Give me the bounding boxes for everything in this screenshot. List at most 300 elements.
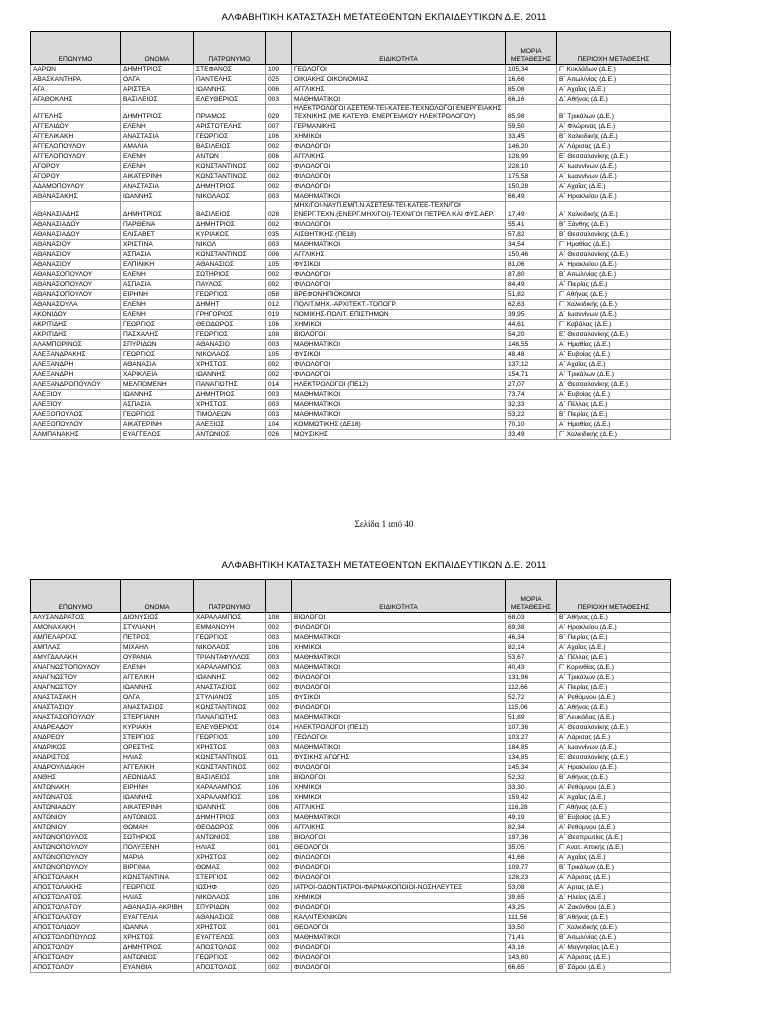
cell-points: 131,96 (506, 673, 557, 683)
table-row (31, 329, 671, 339)
cell-points: 175,58 (506, 172, 557, 182)
cell-points: 52,72 (506, 693, 557, 703)
cell-surname: ΑΛΥΣΑΝΔΡΑΤΟΣ (31, 613, 121, 623)
cell-points: 154,71 (506, 369, 557, 379)
cell-name: ΕΥΑΓΓΕΛΙΑ (121, 913, 194, 923)
cell-specialty: ΦΙΛΟΛΟΓΟΙ (292, 279, 506, 289)
cell-code: 001 (266, 843, 292, 853)
table-row (31, 853, 671, 863)
table-row (31, 389, 671, 399)
cell-specialty: ΜΑΘΗΜΑΤΙΚΟΙ (292, 409, 506, 419)
cell-patronymic: ΣΤΥΛΙΑΝΟΣ (194, 693, 266, 703)
cell-points: 145,34 (506, 763, 557, 773)
page-footer: Σελίδα 1 από 40 (354, 519, 414, 529)
cell-name: ΑΣΠΑΣΙΑ (121, 399, 194, 409)
cell-region: Α΄ Ημαθίας (Δ.Ε.) (557, 419, 671, 429)
cell-surname: ΑΛΕΞΟΠΟΥΛΟΣ (31, 409, 121, 419)
cell-surname: ΑΝΔΡΙΚΟΣ (31, 743, 121, 753)
cell-points: 66,16 (506, 95, 557, 105)
cell-patronymic: ΗΛΙΑΣ (194, 843, 266, 853)
table-row (31, 95, 671, 105)
cell-points: 111,56 (506, 913, 557, 923)
cell-specialty: ΦΙΛΟΛΟΓΟΙ (292, 763, 506, 773)
table-row (31, 105, 671, 122)
cell-points: 82,34 (506, 823, 557, 833)
cell-name: ΜΙΧΑΗΛ (121, 643, 194, 653)
cell-patronymic: ΙΩΣΗΦ (194, 883, 266, 893)
table-row (31, 299, 671, 309)
table-row (31, 359, 671, 369)
cell-name: ΟΛΓΑ (121, 75, 194, 85)
cell-code: 014 (266, 723, 292, 733)
cell-name: ΒΑΣΙΛΕΙΟΣ (121, 95, 194, 105)
cell-name: ΓΕΩΡΓΙΟΣ (121, 409, 194, 419)
cell-specialty: ΦΙΛΟΛΟΓΟΙ (292, 369, 506, 379)
cell-points: 55,41 (506, 219, 557, 229)
cell-region: Δ΄ Αθήνας (Δ.Ε.) (557, 95, 671, 105)
cell-surname: ΑΘΑΝΑΣΟΠΟΥΛΟΥ (31, 289, 121, 299)
table-row (31, 192, 671, 202)
table-row (31, 172, 671, 182)
cell-name: ΠΟΛΥΞΕΝΗ (121, 843, 194, 853)
table-row (31, 683, 671, 693)
table-row (31, 219, 671, 229)
cell-region: Γ΄ Αθήνας (Δ.Ε.) (557, 803, 671, 813)
cell-code: 002 (266, 943, 292, 953)
cell-patronymic: ΕΥΑΓΓΕΛΟΣ (194, 933, 266, 943)
header-points: ΜΟΡΙΑ ΜΕΤΑΘΕΣΗΣ (506, 32, 557, 65)
cell-surname: ΑΝΤΩΝΙΟΥ (31, 823, 121, 833)
cell-specialty: ΦΙΛΟΛΟΓΟΙ (292, 683, 506, 693)
cell-code: 002 (266, 863, 292, 873)
cell-specialty: ΧΗΜΙΚΟΙ (292, 793, 506, 803)
cell-specialty: ΜΑΘΗΜΑΤΙΚΟΙ (292, 653, 506, 663)
cell-points: 17,49 (506, 202, 557, 219)
cell-code: 025 (266, 75, 292, 85)
cell-specialty: ΦΙΛΟΛΟΓΟΙ (292, 963, 506, 973)
cell-name: ΟΥΡΑΝΙΑ (121, 653, 194, 663)
cell-points: 71,41 (506, 933, 557, 943)
header-region: ΠΕΡΙΟΧΗ ΜΕΤΑΘΕΣΗΣ (557, 32, 671, 65)
table-row (31, 309, 671, 319)
cell-region: Δ΄ Αθήνας (Δ.Ε.) (557, 703, 671, 713)
cell-points: 103,27 (506, 733, 557, 743)
cell-patronymic: ΑΝΑΣΤΑΣΙΟΣ (194, 683, 266, 693)
cell-points: 53,08 (506, 883, 557, 893)
cell-code: 002 (266, 162, 292, 172)
cell-surname: ΑΝΤΩΝΙΑΔΟΥ (31, 803, 121, 813)
cell-patronymic: ΕΜΜΑΝΟΥΗ (194, 623, 266, 633)
cell-points: 73,74 (506, 389, 557, 399)
cell-surname: ΑΚΡΙΤΙΔΗΣ (31, 329, 121, 339)
cell-surname: ΑΝΔΡΟΥΛΙΔΑΚΗ (31, 763, 121, 773)
cell-specialty: ΓΕΡΜΑΝΙΚΗΣ (292, 122, 506, 132)
cell-points: 66,49 (506, 192, 557, 202)
cell-region: Β΄ Πιερίας (Δ.Ε.) (557, 409, 671, 419)
cell-code: 028 (266, 202, 292, 219)
cell-name: ΕΛΕΝΗ (121, 269, 194, 279)
cell-specialty: ΦΙΛΟΛΟΓΟΙ (292, 863, 506, 873)
cell-name: ΧΡΙΣΤΙΝΑ (121, 239, 194, 249)
cell-code: 003 (266, 653, 292, 663)
cell-region: Δ΄ Πέλλας (Δ.Ε.) (557, 399, 671, 409)
header-specialty: ΕΙΔΙΚΟΤΗΤΑ (292, 32, 506, 65)
cell-region: Β΄ Ευβοίας (Δ.Ε.) (557, 813, 671, 823)
table-row (31, 843, 671, 853)
cell-specialty: ΦΙΛΟΛΟΓΟΙ (292, 172, 506, 182)
cell-region: Α΄ Ευβοίας (Δ.Ε.) (557, 349, 671, 359)
table-row (31, 913, 671, 923)
table-header-row (31, 32, 671, 65)
cell-specialty: ΜΑΘΗΜΑΤΙΚΟΙ (292, 663, 506, 673)
transfers-table (30, 31, 671, 440)
cell-name: ΧΑΡΙΚΛΕΙΑ (121, 369, 194, 379)
cell-points: 70,10 (506, 419, 557, 429)
cell-name: ΕΛΕΝΗ (121, 299, 194, 309)
cell-points: 49,19 (506, 813, 557, 823)
cell-specialty: ΜΑΘΗΜΑΤΙΚΟΙ (292, 813, 506, 823)
cell-points: 109,77 (506, 863, 557, 873)
cell-points: 107,36 (506, 723, 557, 733)
page-title: ΑΛΦΑΒΗΤΙΚΗ ΚΑΤΑΣΤΑΣΗ ΜΕΤΑΤΕΘΕΝΤΩΝ ΕΚΠΑΙΔΕΥΤΙΚΩΝ Δ.Ε. 2011 (221, 560, 547, 571)
cell-region: Β΄ Αθήνας (Δ.Ε.) (557, 613, 671, 623)
cell-region: Δ΄ Ιωαννίνων (Δ.Ε.) (557, 309, 671, 319)
cell-patronymic: ΘΩΜΑΣ (194, 863, 266, 873)
cell-patronymic: ΓΕΩΡΓΙΟΣ (194, 953, 266, 963)
cell-code: 105 (266, 693, 292, 703)
cell-name: ΕΙΡΗΝΗ (121, 783, 194, 793)
cell-region: Β΄ Θεσσαλονίκης (Δ.Ε.) (557, 229, 671, 239)
cell-surname: ΑΘΑΝΑΣΙΟΥ (31, 249, 121, 259)
cell-specialty: ΓΕΩΛΟΓΟΙ (292, 733, 506, 743)
cell-patronymic: ΚΩΝΣΤΑΝΤΙΝΟΣ (194, 703, 266, 713)
table-row (31, 633, 671, 643)
cell-patronymic: ΧΡΗΣΤΟΣ (194, 923, 266, 933)
cell-points: 112,66 (506, 683, 557, 693)
cell-code: 106 (266, 793, 292, 803)
cell-patronymic: ΓΕΩΡΓΙΟΣ (194, 289, 266, 299)
cell-points: 33,30 (506, 783, 557, 793)
cell-surname: ΑΓΟΡΟΥ (31, 172, 121, 182)
cell-code: 012 (266, 299, 292, 309)
cell-code: 003 (266, 813, 292, 823)
cell-surname: ΑΠΟΣΤΟΛΟΠΟΥΛΟΣ (31, 933, 121, 943)
cell-patronymic: ΙΩΑΝΝΗΣ (194, 85, 266, 95)
cell-name: ΣΠΥΡΙΔΩΝ (121, 339, 194, 349)
cell-patronymic: ΠΑΥΛΟΣ (194, 279, 266, 289)
cell-points: 53,22 (506, 409, 557, 419)
cell-code: 006 (266, 249, 292, 259)
cell-name: ΣΤΕΡΓΙΟΣ (121, 733, 194, 743)
cell-region: Δ΄ Πέλλας (Δ.Ε.) (557, 653, 671, 663)
cell-specialty: ΜΑΘΗΜΑΤΙΚΟΙ (292, 933, 506, 943)
cell-patronymic: ΔΗΜΗΤΡΙΟΣ (194, 813, 266, 823)
cell-name: ΙΩΑΝΝΗΣ (121, 683, 194, 693)
cell-region: Α΄ Αχαΐας (Δ.Ε.) (557, 643, 671, 653)
cell-region: Γ΄ Χαλκιδικής (Δ.Ε.) (557, 429, 671, 439)
table-row (31, 409, 671, 419)
cell-specialty: ΜΑΘΗΜΑΤΙΚΟΙ (292, 399, 506, 409)
cell-points: 51,82 (506, 289, 557, 299)
table-row (31, 399, 671, 409)
cell-name: ΑΡΙΣΤΕΑ (121, 85, 194, 95)
cell-code: 003 (266, 743, 292, 753)
table-row (31, 142, 671, 152)
cell-region: Β΄ Τρικάλων (Δ.Ε.) (557, 863, 671, 873)
cell-region: Γ΄ Χαλκιδικής (Δ.Ε.) (557, 923, 671, 933)
cell-patronymic: ΔΗΜΗΤΡΙΟΣ (194, 389, 266, 399)
cell-points: 150,46 (506, 249, 557, 259)
cell-name: ΑΣΠΑΣΙΑ (121, 249, 194, 259)
table-row (31, 763, 671, 773)
table-row (31, 873, 671, 883)
cell-surname: ΑΘΑΝΑΣΙΑΔΗΣ (31, 202, 121, 219)
table-row (31, 833, 671, 843)
cell-specialty: ΦΙΛΟΛΟΓΟΙ (292, 943, 506, 953)
cell-specialty: ΦΙΛΟΛΟΓΟΙ (292, 359, 506, 369)
cell-points: 32,33 (506, 399, 557, 409)
cell-specialty: ΦΙΛΟΛΟΓΟΙ (292, 623, 506, 633)
page-title: ΑΛΦΑΒΗΤΙΚΗ ΚΑΤΑΣΤΑΣΗ ΜΕΤΑΤΕΘΕΝΤΩΝ ΕΚΠΑΙΔΕΥΤΙΚΩΝ Δ.Ε. 2011 (221, 12, 547, 23)
cell-points: 16,66 (506, 75, 557, 85)
cell-name: ΑΝΤΩΝΙΟΣ (121, 953, 194, 963)
cell-surname: ΑΠΟΣΤΟΛΑΤΟΣ (31, 893, 121, 903)
table-row (31, 429, 671, 439)
cell-patronymic: ΤΡΙΑΝΤΑΦΥΛΛΟΣ (194, 653, 266, 663)
cell-surname: ΑΓΑΘΟΚΛΗΣ (31, 95, 121, 105)
cell-region: Α΄ Ιωαννίνων (Δ.Ε.) (557, 743, 671, 753)
cell-region: Α΄ Ρεθύμνου (Δ.Ε.) (557, 693, 671, 703)
cell-points: 128,90 (506, 152, 557, 162)
cell-code: 108 (266, 613, 292, 623)
cell-patronymic: ΕΛΕΥΘΕΡΙΟΣ (194, 723, 266, 733)
cell-region: Α΄ Ηρακλείου (Δ.Ε.) (557, 259, 671, 269)
cell-code: 002 (266, 172, 292, 182)
cell-points: 43,25 (506, 903, 557, 913)
table-row (31, 269, 671, 279)
table-row (31, 349, 671, 359)
cell-points: 134,85 (506, 753, 557, 763)
cell-region: Α΄ Ηρακλείου (Δ.Ε.) (557, 192, 671, 202)
cell-patronymic: ΝΙΚΟΛΑΟΣ (194, 192, 266, 202)
cell-specialty: ΒΙΟΛΟΓΟΙ (292, 329, 506, 339)
cell-specialty: ΘΕΟΛΟΓΟΙ (292, 923, 506, 933)
cell-surname: ΑΘΑΝΑΣΟΠΟΥΛΟΥ (31, 279, 121, 289)
cell-name: ΕΥΑΓΓΕΛΟΣ (121, 429, 194, 439)
cell-code: 002 (266, 142, 292, 152)
header-region: ΠΕΡΙΟΧΗ ΜΕΤΑΘΕΣΗΣ (557, 580, 671, 613)
table-row (31, 132, 671, 142)
cell-surname: ΑΝΑΓΝΩΣΤΟΥ (31, 673, 121, 683)
table-row (31, 369, 671, 379)
cell-code: 003 (266, 633, 292, 643)
cell-name: ΙΩΑΝΝΗΣ (121, 793, 194, 803)
cell-region: Α΄ Αρτας (Δ.Ε.) (557, 883, 671, 893)
cell-points: 54,20 (506, 329, 557, 339)
cell-code: 006 (266, 823, 292, 833)
cell-name: ΟΡΕΣΤΗΣ (121, 743, 194, 753)
cell-name: ΑΘΑΝΑΣΙΑ (121, 359, 194, 369)
cell-region: Α΄ Ημαθίας (Δ.Ε.) (557, 339, 671, 349)
cell-code: 003 (266, 192, 292, 202)
cell-surname: ΑΛΕΞΑΝΔΡΑΚΗΣ (31, 349, 121, 359)
cell-name: ΑΘΑΝΑΣΙΑ-ΑΚΡΙΒΗ (121, 903, 194, 913)
cell-specialty: ΜΗΧ/ΓΟΙ-ΝΑΥΠ.ΕΜΠ.Ν.ΑΣΕΤΕΜ-ΤΕΙ-ΚΑΤΕΕ-ΤΕΧΝ/ΓΟΙ ΕΝΕΡΓ.ΤΕΧΝ.(ΕΝΕΡΓ.ΜΗΧ/ΓΟΙ)-ΤΕΧΝ/ΓΟΙ ΠΕΤΡΕΛ ΚΑΙ ΦΥΣ.ΑΕΡ. (292, 202, 506, 219)
table-row (31, 773, 671, 783)
cell-patronymic: ΚΥΡΙΑΚΟΣ (194, 229, 266, 239)
cell-specialty: ΜΑΘΗΜΑΤΙΚΟΙ (292, 633, 506, 643)
cell-points: 197,36 (506, 833, 557, 843)
cell-points: 148,55 (506, 339, 557, 349)
cell-surname: ΑΒΑΣΚΑΝΤΗΡΑ (31, 75, 121, 85)
cell-surname: ΑΝΔΡΕΑΔΟΥ (31, 723, 121, 733)
cell-code: 007 (266, 122, 292, 132)
cell-points: 33,45 (506, 132, 557, 142)
cell-surname: ΑΛΕΞΙΟΥ (31, 389, 121, 399)
cell-points: 137,12 (506, 359, 557, 369)
cell-patronymic: ΔΗΜΗΤΡΙΟΣ (194, 182, 266, 192)
cell-region: Α΄ Πιερίας (Δ.Ε.) (557, 279, 671, 289)
table-row (31, 783, 671, 793)
cell-patronymic: ΝΙΚΟΛ (194, 239, 266, 249)
table-row (31, 85, 671, 95)
cell-surname: ΑΝΤΩΝΟΠΟΥΛΟΣ (31, 833, 121, 843)
cell-code: 002 (266, 269, 292, 279)
header-points: ΜΟΡΙΑ ΜΕΤΑΘΕΣΗΣ (506, 580, 557, 613)
cell-specialty: ΒΙΟΛΟΓΟΙ (292, 833, 506, 843)
cell-code: 108 (266, 773, 292, 783)
cell-surname: ΑΘΑΝΑΣΙΟΥ (31, 239, 121, 249)
cell-points: 34,54 (506, 239, 557, 249)
cell-specialty: ΑΙΣΘΗΤΙΚΗΣ (ΠΕ18) (292, 229, 506, 239)
table-row (31, 903, 671, 913)
cell-code: 008 (266, 913, 292, 923)
table-row (31, 162, 671, 172)
cell-surname: ΑΛΜΠΑΝΑΚΗΣ (31, 429, 121, 439)
cell-region: Β΄ Αιτωλ/νίας (Δ.Ε.) (557, 933, 671, 943)
cell-specialty: ΠΟΛΙΤ.ΜΗΧ.-ΑΡΧΙΤΕΚΤ.-ΤΟΠΟΓΡ. (292, 299, 506, 309)
cell-surname: ΑΜΟΝΑΧΑΚΗ (31, 623, 121, 633)
cell-name: ΣΩΤΗΡΙΟΣ (121, 833, 194, 843)
cell-region: Α΄ Αχαΐας (Δ.Ε.) (557, 793, 671, 803)
cell-specialty: ΦΙΛΟΛΟΓΟΙ (292, 703, 506, 713)
table-row (31, 793, 671, 803)
cell-surname: ΑΠΟΣΤΟΛΟΥ (31, 963, 121, 973)
table-row (31, 743, 671, 753)
cell-name: ΘΩΜΑΗ (121, 823, 194, 833)
cell-code: 003 (266, 399, 292, 409)
cell-patronymic: ΑΝΤΩΝ (194, 152, 266, 162)
cell-code: 108 (266, 833, 292, 843)
cell-region: Α΄ Λάρισας (Δ.Ε.) (557, 142, 671, 152)
table-body (31, 613, 671, 973)
cell-points: 128,23 (506, 873, 557, 883)
cell-points: 39,95 (506, 309, 557, 319)
cell-name: ΙΩΑΝΝΗΣ (121, 192, 194, 202)
cell-code: 006 (266, 803, 292, 813)
cell-specialty: ΑΓΓΛΙΚΗΣ (292, 249, 506, 259)
cell-name: ΠΑΣΧΑΛΗΣ (121, 329, 194, 339)
cell-specialty: ΦΙΛΟΛΟΓΟΙ (292, 269, 506, 279)
cell-points: 52,32 (506, 773, 557, 783)
cell-region: Α΄ Ζακύνθου (Δ.Ε.) (557, 903, 671, 913)
cell-surname: ΑΝΑΣΤΑΣΙΟΥ (31, 703, 121, 713)
cell-surname: ΑΘΑΝΑΣΟΠΟΥΛΟΥ (31, 269, 121, 279)
cell-name: ΑΓΓΕΛΙΚΗ (121, 763, 194, 773)
cell-specialty: ΗΛΕΚΤΡΟΛΟΓΟΙ (ΠΕ12) (292, 379, 506, 389)
cell-points: 159,42 (506, 793, 557, 803)
cell-surname: ΑΚΡΙΤΙΔΗΣ (31, 319, 121, 329)
cell-name: ΛΕΩΝΙΔΑΣ (121, 773, 194, 783)
cell-name: ΑΓΓΕΛΙΚΗ (121, 673, 194, 683)
cell-specialty: ΦΙΛΟΛΟΓΟΙ (292, 853, 506, 863)
cell-patronymic: ΒΑΣΙΛΕΙΟΣ (194, 773, 266, 783)
cell-name: ΕΛΕΝΗ (121, 309, 194, 319)
cell-name: ΑΝΑΣΤΑΣΙΟΣ (121, 703, 194, 713)
cell-name: ΠΑΡΘΕΝΑ (121, 219, 194, 229)
cell-region: Γ΄ Ημαθίας (Δ.Ε.) (557, 239, 671, 249)
cell-surname: ΑΘΑΝΑΣΙΑΔΟΥ (31, 219, 121, 229)
cell-patronymic: ΑΡΙΣΤΟΤΕΛΗΣ (194, 122, 266, 132)
cell-points: 53,67 (506, 653, 557, 663)
cell-name: ΟΛΓΑ (121, 693, 194, 703)
cell-surname: ΑΜΠΕΛΑΡΓΑΣ (31, 633, 121, 643)
cell-points: 41,66 (506, 853, 557, 863)
cell-patronymic: ΑΘΑΝΑΣΙΟΣ (194, 259, 266, 269)
cell-patronymic: ΚΩΝΣΤΑΝΤΙΝΟΣ (194, 753, 266, 763)
cell-specialty: ΜΑΘΗΜΑΤΙΚΟΙ (292, 339, 506, 349)
cell-specialty: ΦΥΣΙΚΗΣ ΑΓΩΓΗΣ (292, 753, 506, 763)
cell-region: Α΄ Ιωαννίνων (Δ.Ε.) (557, 172, 671, 182)
cell-name: ΙΩΑΝΝΑ (121, 923, 194, 933)
cell-patronymic: ΓΕΩΡΓΙΟΣ (194, 329, 266, 339)
cell-patronymic: ΙΩΑΝΝΗΣ (194, 673, 266, 683)
table-row (31, 823, 671, 833)
cell-code: 002 (266, 703, 292, 713)
cell-points: 85,08 (506, 85, 557, 95)
cell-region: Γ΄ Ανατ. Αττικής (Δ.Ε.) (557, 843, 671, 853)
cell-surname: ΑΛΕΞΟΠΟΥΛΟΥ (31, 419, 121, 429)
cell-surname: ΑΔΑΜΟΠΟΥΛΟΥ (31, 182, 121, 192)
cell-name: ΔΗΜΗΤΡΙΟΣ (121, 943, 194, 953)
cell-points: 81,06 (506, 259, 557, 269)
table-row (31, 883, 671, 893)
cell-code: 002 (266, 219, 292, 229)
cell-patronymic: ΝΙΚΟΛΑΟΣ (194, 349, 266, 359)
cell-specialty: ΑΓΓΛΙΚΗΣ (292, 152, 506, 162)
cell-specialty: ΜΑΘΗΜΑΤΙΚΟΙ (292, 239, 506, 249)
table-row (31, 813, 671, 823)
cell-region: Α΄ Αχαΐας (Δ.Ε.) (557, 359, 671, 369)
cell-patronymic: ΒΑΣΙΛΕΙΟΣ (194, 142, 266, 152)
cell-region: Β΄ Αθήνας (Δ.Ε.) (557, 913, 671, 923)
table-row (31, 379, 671, 389)
cell-surname: ΑΓΓΕΛΙΔΟΥ (31, 122, 121, 132)
cell-region: Γ΄ Αθήνας (Δ.Ε.) (557, 289, 671, 299)
cell-name: ΔΗΜΗΤΡΙΟΣ (121, 65, 194, 75)
cell-region: Δ΄ Ηλείας (Δ.Ε.) (557, 893, 671, 903)
cell-points: 48,48 (506, 349, 557, 359)
cell-name: ΧΡΗΣΤΟΣ (121, 933, 194, 943)
cell-code: 002 (266, 953, 292, 963)
table-row (31, 703, 671, 713)
table-header-row (31, 580, 671, 613)
table-row (31, 653, 671, 663)
cell-name: ΑΙΚΑΤΕΡΙΝΗ (121, 803, 194, 813)
cell-patronymic: ΣΠΥΡΙΔΩΝ (194, 903, 266, 913)
table-row (31, 65, 671, 75)
cell-code: 105 (266, 349, 292, 359)
